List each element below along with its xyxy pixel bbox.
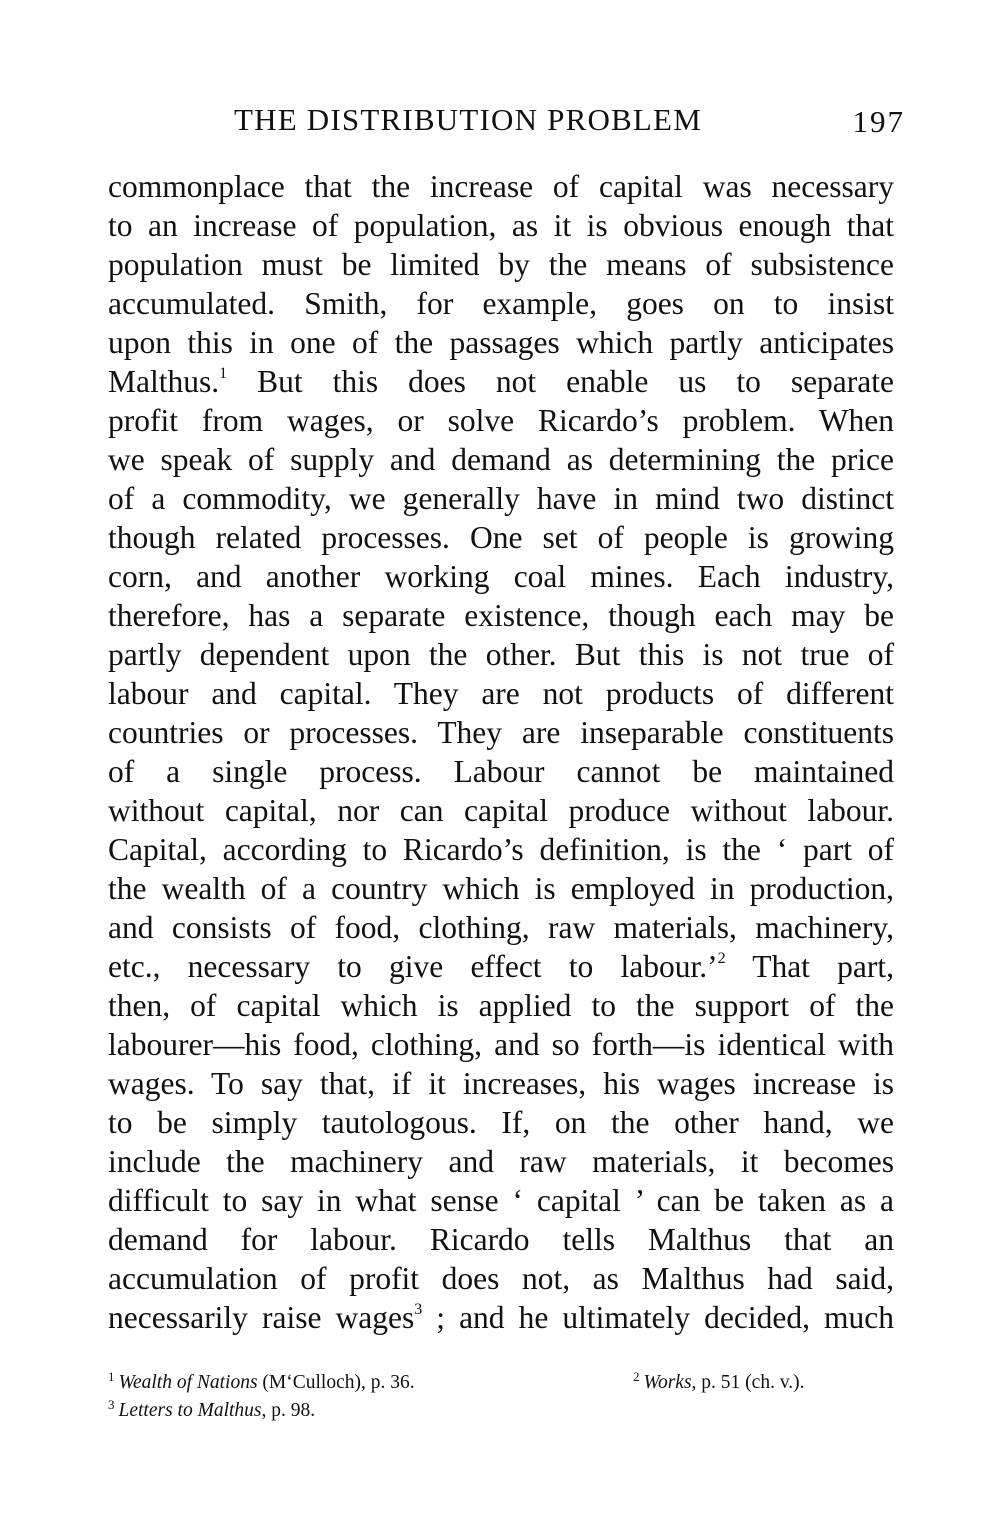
- text-line: of a single process. Labour cannot be maintained: [108, 754, 894, 789]
- text-line: upon this in one of the passages which partly anticipates: [108, 325, 894, 360]
- footnote-row: [108, 1397, 868, 1425]
- text-line: to be simply tautologous. If, on the other hand, we: [108, 1105, 894, 1140]
- text-fragment: etc., necessary to give effect to labour.’: [108, 949, 718, 984]
- text-line: the wealth of a country which is employed in production,: [108, 871, 894, 906]
- footnote-ref-2[interactable]: 2: [717, 950, 726, 967]
- text-line: wages. To say that, if it increases, his wages increase is: [108, 1066, 894, 1101]
- text-line: accumulation of profit does not, as Malthus had said,: [108, 1261, 894, 1296]
- footnote-row: [108, 1369, 868, 1397]
- footnote-ref-3[interactable]: 3: [414, 1301, 423, 1318]
- footnote-2: [633, 1369, 805, 1397]
- text-line: population must be limited by the means of subsistence: [108, 247, 894, 282]
- text-line: and consists of food, clothing, raw materials, machinery,: [108, 910, 894, 945]
- text-fragment: ; and he ultimately decided, much: [422, 1300, 894, 1335]
- page-number: 197: [852, 104, 905, 139]
- footnote-1: [108, 1369, 415, 1397]
- text-line: to an increase of population, as it is obvious enough that: [108, 208, 894, 243]
- text-line: we speak of supply and demand as determining the price: [108, 442, 894, 477]
- text-fragment: That part,: [725, 949, 894, 984]
- footnote-ref-1[interactable]: 1: [219, 365, 228, 382]
- text-line: partly dependent upon the other. But this is not true of: [108, 637, 894, 672]
- text-line: countries or processes. They are inseparable constituents: [108, 715, 894, 750]
- footnote-title: Wealth of Nations: [118, 1372, 258, 1393]
- text-line: therefore, has a separate existence, though each may be: [108, 598, 894, 633]
- text-line: [108, 362, 894, 401]
- text-fragment: necessarily raise wages: [108, 1300, 415, 1335]
- footnote-detail: , p. 51 (ch. v.).: [691, 1372, 805, 1393]
- footnote-3: [108, 1397, 315, 1425]
- text-line: difficult to say in what sense ‘ capital ’ can be taken as a: [108, 1183, 894, 1218]
- body-text: [108, 167, 894, 1337]
- text-line: Capital, according to Ricardo’s definition, is the ‘ part of: [108, 832, 894, 867]
- footnote-detail: , p. 98.: [261, 1400, 316, 1421]
- footnote-title: Letters to Malthus: [118, 1400, 262, 1421]
- text-line: accumulated. Smith, for example, goes on to insist: [108, 286, 894, 321]
- footnotes: [108, 1369, 868, 1425]
- footnote-mark: 2: [633, 1369, 640, 1384]
- text-line: labourer—his food, clothing, and so forth—is identical with: [108, 1027, 894, 1062]
- text-line: without capital, nor can capital produce without labour.: [108, 793, 894, 828]
- text-line: then, of capital which is applied to the support of the: [108, 988, 894, 1023]
- text-line: labour and capital. They are not products of different: [108, 676, 894, 711]
- text-line: though related processes. One set of people is growing: [108, 520, 894, 555]
- text-fragment: But this does not enable us to separate: [227, 364, 894, 399]
- text-line: [108, 947, 894, 986]
- text-line: of a commodity, we generally have in mind two distinct: [108, 481, 894, 516]
- text-line: [108, 1298, 894, 1337]
- text-line: commonplace that the increase of capital was necessary: [108, 169, 894, 204]
- footnote-detail: (M‘Culloch), p. 36.: [257, 1372, 415, 1393]
- text-fragment: Malthus.: [108, 364, 220, 399]
- text-line: demand for labour. Ricardo tells Malthus that an: [108, 1222, 894, 1257]
- text-line: profit from wages, or solve Ricardo’s problem. When: [108, 403, 894, 438]
- footnote-mark: 1: [108, 1369, 115, 1384]
- footnote-mark: 3: [108, 1397, 115, 1412]
- text-line: include the machinery and raw materials, it becomes: [108, 1144, 894, 1179]
- running-title: THE DISTRIBUTION PROBLEM: [234, 102, 702, 137]
- footnote-title: Works: [643, 1372, 692, 1393]
- running-head: [108, 100, 905, 144]
- text-line: corn, and another working coal mines. Each industry,: [108, 559, 894, 594]
